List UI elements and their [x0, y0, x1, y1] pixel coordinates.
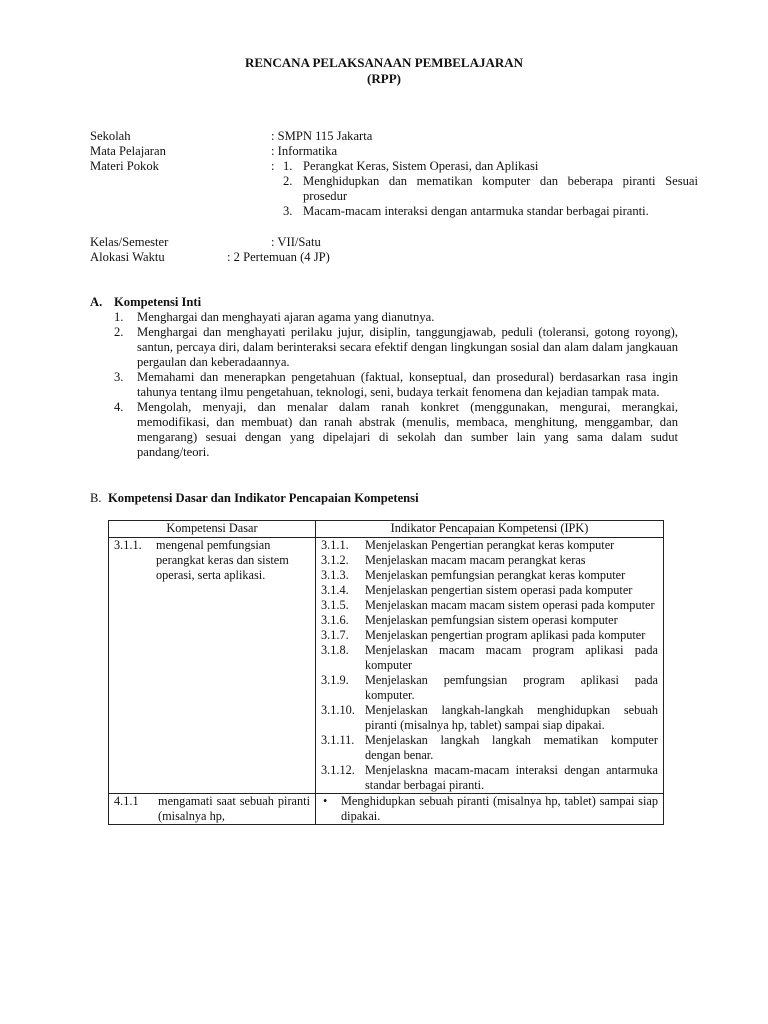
- ipk-code: 3.1.2.: [321, 553, 349, 567]
- table-row: [109, 794, 664, 825]
- section-b-heading: [90, 491, 419, 506]
- info-value: : 2 Pertemuan (4 JP): [227, 250, 330, 264]
- ipk-code: 3.1.8.: [321, 643, 349, 657]
- kd-ipk-table: [108, 520, 664, 825]
- materi-item: [283, 204, 698, 219]
- ipk-item: [321, 613, 658, 628]
- kompetensi-inti-list: [114, 310, 678, 460]
- kd-entry: [114, 794, 310, 824]
- info-label: Materi Pokok: [90, 159, 159, 173]
- list-item-text: Menghargai dan menghayati perilaku jujur, disiplin, tanggungjawab, peduli (toleransi, gotong royong), santun, percaya diri, dalam berinteraksi secara efektif dengan lingkungan sosial dan alam dalam jangkauan pergaulan dan keberadaannya.: [137, 325, 678, 369]
- info-colon: :: [271, 159, 275, 173]
- ipk-text: Menghidupkan sebuah piranti (misalnya hp, tablet) sampai siap dipakai.: [341, 794, 658, 823]
- section-a-heading: [90, 295, 201, 310]
- bullet-icon: •: [323, 794, 328, 808]
- ipk-code: 3.1.7.: [321, 628, 349, 642]
- identity-block-2: [90, 235, 698, 265]
- info-value: : Informatika: [271, 144, 338, 158]
- ipk-text: Menjelaskan macam macam sistem operasi pada komputer: [365, 598, 655, 612]
- kd-code: 4.1.1: [114, 794, 139, 808]
- ipk-text: Menjelaskan langkah langkah mematikan komputer dengan benar.: [365, 733, 658, 762]
- kd-text: mengamati saat sebuah piranti (misalnya hp,: [158, 794, 310, 823]
- list-item-text: Menghargai dan menghayati ajaran agama yang dianutnya.: [137, 310, 435, 324]
- ipk-item: [321, 628, 658, 643]
- materi-item: [283, 174, 698, 204]
- materi-list: [283, 159, 698, 219]
- info-row-mapel: [90, 144, 698, 159]
- ipk-code: 3.1.10.: [321, 703, 355, 717]
- ipk-code: 3.1.9.: [321, 673, 349, 687]
- ipk-item: [321, 568, 658, 583]
- ipk-bullet-item: [321, 794, 658, 824]
- list-item: [114, 325, 678, 370]
- table-header-row: [109, 521, 664, 538]
- list-item-text: Memahami dan menerapkan pengetahuan (faktual, konseptual, dan prosedural) berdasarkan rasa ingin tahunya tentang ilmu pengetahuan, teknologi, seni, budaya terkait fenomena dan kejadian tampak mata.: [137, 370, 678, 399]
- kd-cell: [109, 794, 316, 825]
- table-row: [109, 538, 664, 794]
- ipk-text: Menjelaskan pemfungsian perangkat keras komputer: [365, 568, 626, 582]
- materi-item-text: Perangkat Keras, Sistem Operasi, dan Aplikasi: [303, 159, 539, 173]
- list-item-number: 3.: [114, 370, 124, 384]
- ipk-code: 3.1.12.: [321, 763, 355, 777]
- column-header-ipk: Indikator Pencapaian Kompetensi (IPK): [316, 521, 664, 538]
- ipk-cell: [316, 794, 664, 825]
- info-value: : VII/Satu: [271, 235, 321, 249]
- ipk-cell: [316, 538, 664, 794]
- section-title: Kompetensi Dasar dan Indikator Pencapaian Kompetensi: [108, 491, 419, 505]
- list-item-number: 4.: [114, 400, 124, 414]
- ipk-item: [321, 733, 658, 763]
- ipk-item: [321, 538, 658, 553]
- ipk-text: Menjelaskan Pengertian perangkat keras komputer: [365, 538, 615, 552]
- section-letter: A.: [90, 295, 103, 309]
- materi-item-number: 1.: [283, 159, 293, 173]
- column-header-kd: Kompetensi Dasar: [109, 521, 316, 538]
- ipk-text: Menjelaskan pengertian sistem operasi pada komputer: [365, 583, 633, 597]
- info-label: Alokasi Waktu: [90, 250, 165, 264]
- ipk-item: [321, 703, 658, 733]
- list-item: [114, 310, 678, 325]
- ipk-text: Menjelaskan macam macam perangkat keras: [365, 553, 586, 567]
- ipk-code: 3.1.1.: [321, 538, 349, 552]
- list-item: [114, 370, 678, 400]
- document-subtitle: (RPP): [367, 71, 401, 86]
- materi-item-text: Macam-macam interaksi dengan antarmuka standar berbagai piranti.: [303, 204, 649, 218]
- list-item-text: Mengolah, menyaji, dan menalar dalam ranah konkret (menggunakan, mengurai, merangkai, memodifikasi, dan membuat) dan ranah abstrak (menulis, membaca, menghitung, menggambar, dan mengarang) sesuai dengan yang dipelajari di sekolah dan sumber lain yang sama dalam sudut pandang/teori.: [137, 400, 678, 459]
- section-letter: B.: [90, 491, 102, 505]
- document-title: RENCANA PELAKSANAAN PEMBELAJARAN: [244, 55, 524, 70]
- info-value: : SMPN 115 Jakarta: [271, 129, 373, 143]
- info-label: Mata Pelajaran: [90, 144, 166, 158]
- list-item-number: 2.: [114, 325, 124, 339]
- ipk-code: 3.1.4.: [321, 583, 349, 597]
- materi-item-text: Menghidupkan dan mematikan komputer dan beberapa piranti Sesuai prosedur: [303, 174, 698, 203]
- list-item-number: 1.: [114, 310, 124, 324]
- ipk-text: Menjelaskan pemfungsian program aplikasi pada komputer.: [365, 673, 658, 702]
- ipk-code: 3.1.6.: [321, 613, 349, 627]
- ipk-text: Menjelaskan langkah-langkah menghidupkan sebuah piranti (misalnya hp, tablet) sampai siap dipakai.: [365, 703, 658, 732]
- ipk-item: [321, 763, 658, 793]
- ipk-code: 3.1.11.: [321, 733, 355, 747]
- ipk-text: Menjelaskna macam-macam interaksi dengan antarmuka standar berbagai piranti.: [365, 763, 658, 792]
- kd-code: 3.1.1.: [114, 538, 142, 552]
- info-row-sekolah: [90, 129, 698, 144]
- ipk-item: [321, 598, 658, 613]
- materi-item: [283, 159, 698, 174]
- info-row-kelas: [90, 235, 698, 250]
- info-label: Sekolah: [90, 129, 131, 143]
- section-title: Kompetensi Inti: [114, 295, 202, 309]
- ipk-item: [321, 583, 658, 598]
- ipk-code: 3.1.5.: [321, 598, 349, 612]
- kd-cell: [109, 538, 316, 794]
- ipk-item: [321, 673, 658, 703]
- ipk-item: [321, 643, 658, 673]
- ipk-text: Menjelaskan pengertian program aplikasi pada komputer: [365, 628, 646, 642]
- info-label: Kelas/Semester: [90, 235, 169, 249]
- ipk-item: [321, 553, 658, 568]
- list-item: [114, 400, 678, 460]
- ipk-text: Menjelaskan pemfungsian sistem operasi komputer: [365, 613, 618, 627]
- info-row-alokasi: [90, 250, 698, 265]
- kd-entry: [114, 538, 310, 583]
- ipk-text: Menjelaskan macam macam program aplikasi pada komputer: [365, 643, 658, 672]
- materi-item-number: 3.: [283, 204, 293, 218]
- kd-text: mengenal pemfungsian perangkat keras dan sistem operasi, serta aplikasi.: [156, 538, 289, 582]
- materi-item-number: 2.: [283, 174, 293, 188]
- ipk-code: 3.1.3.: [321, 568, 349, 582]
